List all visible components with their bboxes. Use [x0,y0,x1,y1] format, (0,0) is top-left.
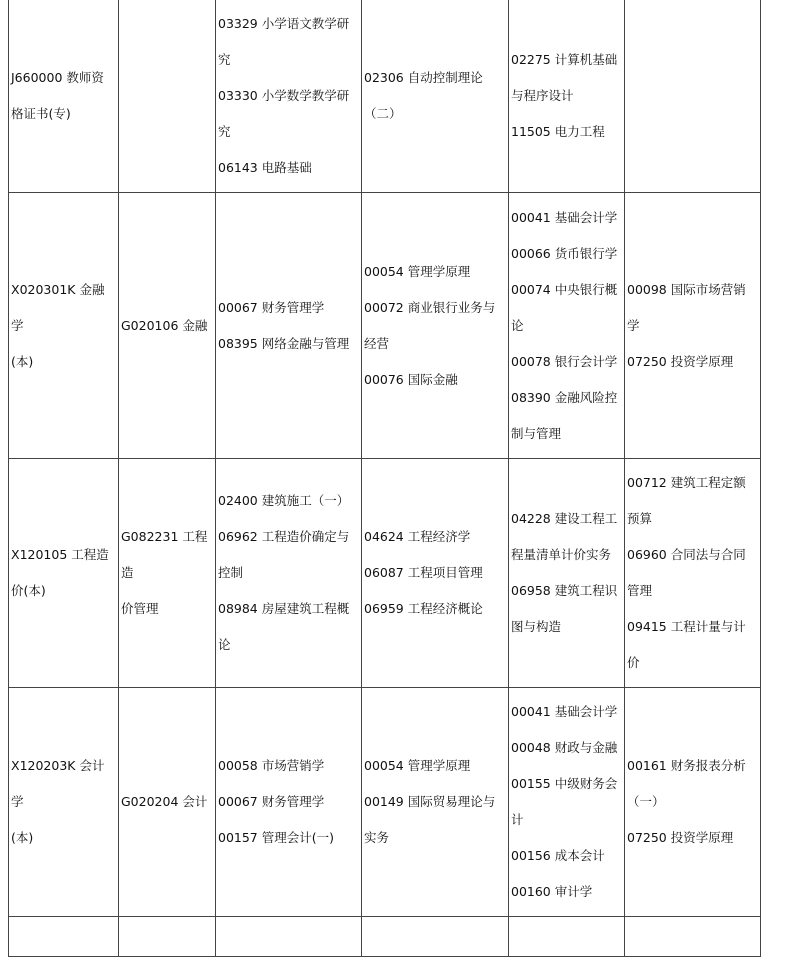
table-cell [9,193,119,459]
cell-text-line: (本) [11,353,34,369]
cell-text-line: 00041 基础会计学 [511,704,618,719]
cell-text-line: 格证书(专) [11,105,71,121]
cell-text-line: G082231 工程造 [121,529,208,580]
cell-text-line: 06143 电路基础 [218,159,312,175]
table-cell [9,459,119,688]
cell-text-line: 实务 [364,830,390,845]
cell-text-line: 06962 工程造价确定与 [218,529,350,544]
table-cell [625,688,761,917]
table-cell [216,917,362,957]
table-cell [362,917,509,957]
cell-text-line: 02306 自动控制理论 [364,69,483,85]
table-cell [119,917,216,957]
cell-text-line: 与程序设计 [511,87,574,103]
cell-text-line: 00067 财务管理学 [218,794,325,809]
table-cell [216,193,362,459]
table-row [9,459,761,688]
cell-text-line: 00072 商业银行业务与 [364,299,496,315]
cell-text-line: 00067 财务管理学 [218,299,325,315]
table-row [9,0,761,193]
table-row [9,193,761,459]
cell-text-line: （二） [364,105,402,121]
cell-text-line: 00066 货币银行学 [511,245,618,261]
table-cell [9,0,119,193]
cell-text-line: 00098 国际市场营销 [627,281,746,297]
table-cell [119,0,216,193]
cell-text-line: 07250 投资学原理 [627,830,734,845]
cell-text-line: 09415 工程计量与计 [627,619,746,634]
cell-text-line: (本) [11,830,34,845]
cell-text-line: 00074 中央银行概 [511,281,618,297]
table-cell [362,193,509,459]
cell-text-line: 00041 基础会计学 [511,209,618,225]
cell-text-line: 03329 小学语文教学研 [218,15,350,31]
cell-text-line: 02275 计算机基础 [511,51,618,67]
cell-text-line: 究 [218,123,231,139]
cell-text-line: 究 [218,51,231,67]
cell-text-line: 07250 投资学原理 [627,353,734,369]
cell-text-line: 06958 建筑工程识 [511,583,618,598]
table-cell [119,193,216,459]
table-cell [216,688,362,917]
table-body [9,0,761,957]
cell-text-line: 04624 工程经济学 [364,529,471,544]
cell-text-line: 11505 电力工程 [511,123,605,139]
table-cell [509,193,625,459]
table-cell [119,688,216,917]
table-cell [509,917,625,957]
cell-text-line: 00149 国际贸易理论与 [364,794,496,809]
cell-text-line: J660000 教师资 [11,69,104,85]
cell-text-line: 03330 小学数学教学研 [218,87,350,103]
cell-text-line: 08395 网络金融与管理 [218,335,350,351]
cell-text-line: 00078 银行会计学 [511,353,618,369]
table-cell [509,459,625,688]
table-cell [362,0,509,193]
cell-text-line: X120105 工程造 [11,547,109,562]
table-cell [509,0,625,193]
cell-text-line: X120203K 会计学 [11,758,105,809]
cell-text-line: 图与构造 [511,619,562,634]
table-cell [9,688,119,917]
table-cell [509,688,625,917]
table-cell [625,459,761,688]
cell-text-line: X020301K 金融学 [11,281,105,333]
cell-text-line: 00054 管理学原理 [364,263,471,279]
cell-text-line: 00157 管理会计(一) [218,830,334,845]
cell-text-line: 00160 审计学 [511,884,593,899]
table-row [9,688,761,917]
table-cell [9,917,119,957]
cell-text-line: （一） [627,794,665,809]
cell-text-line: 00054 管理学原理 [364,758,471,773]
cell-text-line: 经营 [364,335,390,351]
cell-text-line: 程量清单计价实务 [511,547,612,562]
cell-text-line: G020106 金融 [121,317,208,333]
cell-text-line: 00076 国际金融 [364,371,458,387]
course-mapping-table [8,0,761,957]
table-cell [216,459,362,688]
cell-text-line: G020204 会计 [121,794,208,809]
table-cell [362,688,509,917]
cell-text-line: 00712 建筑工程定额 [627,475,746,490]
cell-text-line: 04228 建设工程工 [511,511,618,526]
table-row [9,917,761,957]
cell-text-line: 计 [511,812,524,827]
table-cell [625,0,761,193]
cell-text-line: 06959 工程经济概论 [364,601,483,616]
table-cell [119,459,216,688]
cell-text-line: 02400 建筑施工（一） [218,493,350,508]
table-cell [362,459,509,688]
cell-text-line: 08984 房屋建筑工程概 [218,601,350,616]
cell-text-line: 00161 财务报表分析 [627,758,746,773]
table-cell [625,917,761,957]
cell-text-line: 学 [627,317,640,333]
table-cell [216,0,362,193]
cell-text-line: 00155 中级财务会 [511,776,618,791]
cell-text-line: 价(本) [11,583,46,598]
cell-text-line: 预算 [627,511,653,526]
cell-text-line: 控制 [218,565,244,580]
table-cell [625,193,761,459]
cell-text-line: 价 [627,655,640,670]
cell-text-line: 06960 合同法与合同 [627,547,746,562]
cell-text-line: 00048 财政与金融 [511,740,618,755]
cell-text-line: 08390 金融风险控 [511,389,618,405]
cell-text-line: 制与管理 [511,425,562,441]
cell-text-line: 管理 [627,583,653,598]
cell-text-line: 00058 市场营销学 [218,758,325,773]
cell-text-line: 论 [218,637,231,652]
cell-text-line: 论 [511,317,524,333]
cell-text-line: 价管理 [121,601,159,616]
cell-text-line: 00156 成本会计 [511,848,605,863]
cell-text-line: 06087 工程项目管理 [364,565,483,580]
